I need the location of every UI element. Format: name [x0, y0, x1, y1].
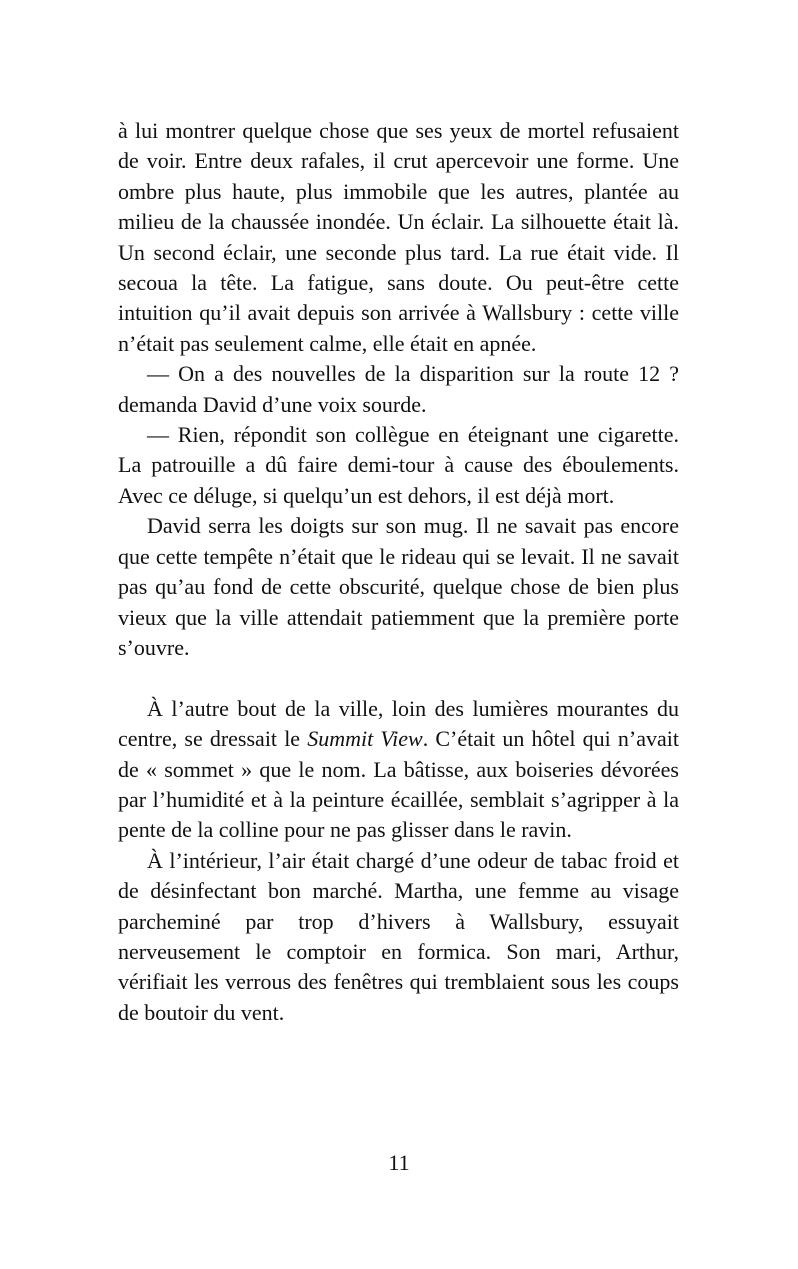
page-body [118, 116, 679, 1028]
paragraph-continuation: à lui montrer quelque chose que ses yeux de mortel refusaient de voir. Entre deux rafales, il crut apercevoir une forme. Une ombre plus haute, plus immobile que les autres, plantée au milieu de la chaussée inondée. Un éclair. La silhouette était là. Un second éclair, une seconde plus tard. La rue était vide. Il secoua la tête. La fatigue, sans doute. Ou peut-être cette intuition qu’il avait depuis son arrivée à Wallsbury : cette ville n’était pas seulement calme, elle était en apnée. [118, 118, 679, 356]
hotel-name: Summit View [307, 726, 423, 752]
paragraph-david-mug: David serra les doigts sur son mug. Il ne savait pas encore que cette tempête n’était que le rideau qui se levait. Il ne savait pas qu’au fond de cette obscurité, quelque chose de bien plus vieux que la ville attendait patiemment que la première porte s’ouvre. [118, 513, 679, 660]
paragraph-hotel-interior: À l’intérieur, l’air était chargé d’une odeur de tabac froid et de désinfectant bon marché. Martha, une femme au visage parcheminé par trop d’hivers à Wallsbury, essuyait nerveusement le comptoir en formica. Son mari, Arthur, vérifiait les verrous des fenêtres qui tremblaient sous les coups de boutoir du vent. [118, 847, 679, 1025]
summit-view-text-after: . C’était un hôtel qui n’avait de « sommet » que le nom. La bâtisse, aux boiseries dévorées par l’humidité et à la peinture écaillée, semblait s’agripper à la pente de la colline pour ne pas glisser dans le ravin. [118, 726, 680, 843]
paragraph-summit-view [118, 694, 679, 846]
page-number: 11 [388, 1150, 410, 1175]
summit-view-text-before: À l’autre bout de la ville, loin des lumières mourantes du centre, se dressait le [118, 695, 679, 752]
dialogue-david-question: — On a des nouvelles de la disparition sur la route 12 ? demanda David d’une voix sourde. [118, 361, 679, 417]
dialogue-colleague-reply: — Rien, répondit son collègue en éteignant une cigarette. La patrouille a dû faire demi-tour à cause des éboulements. Avec ce déluge, si quelqu’un est dehors, il est déjà mort. [118, 422, 679, 508]
